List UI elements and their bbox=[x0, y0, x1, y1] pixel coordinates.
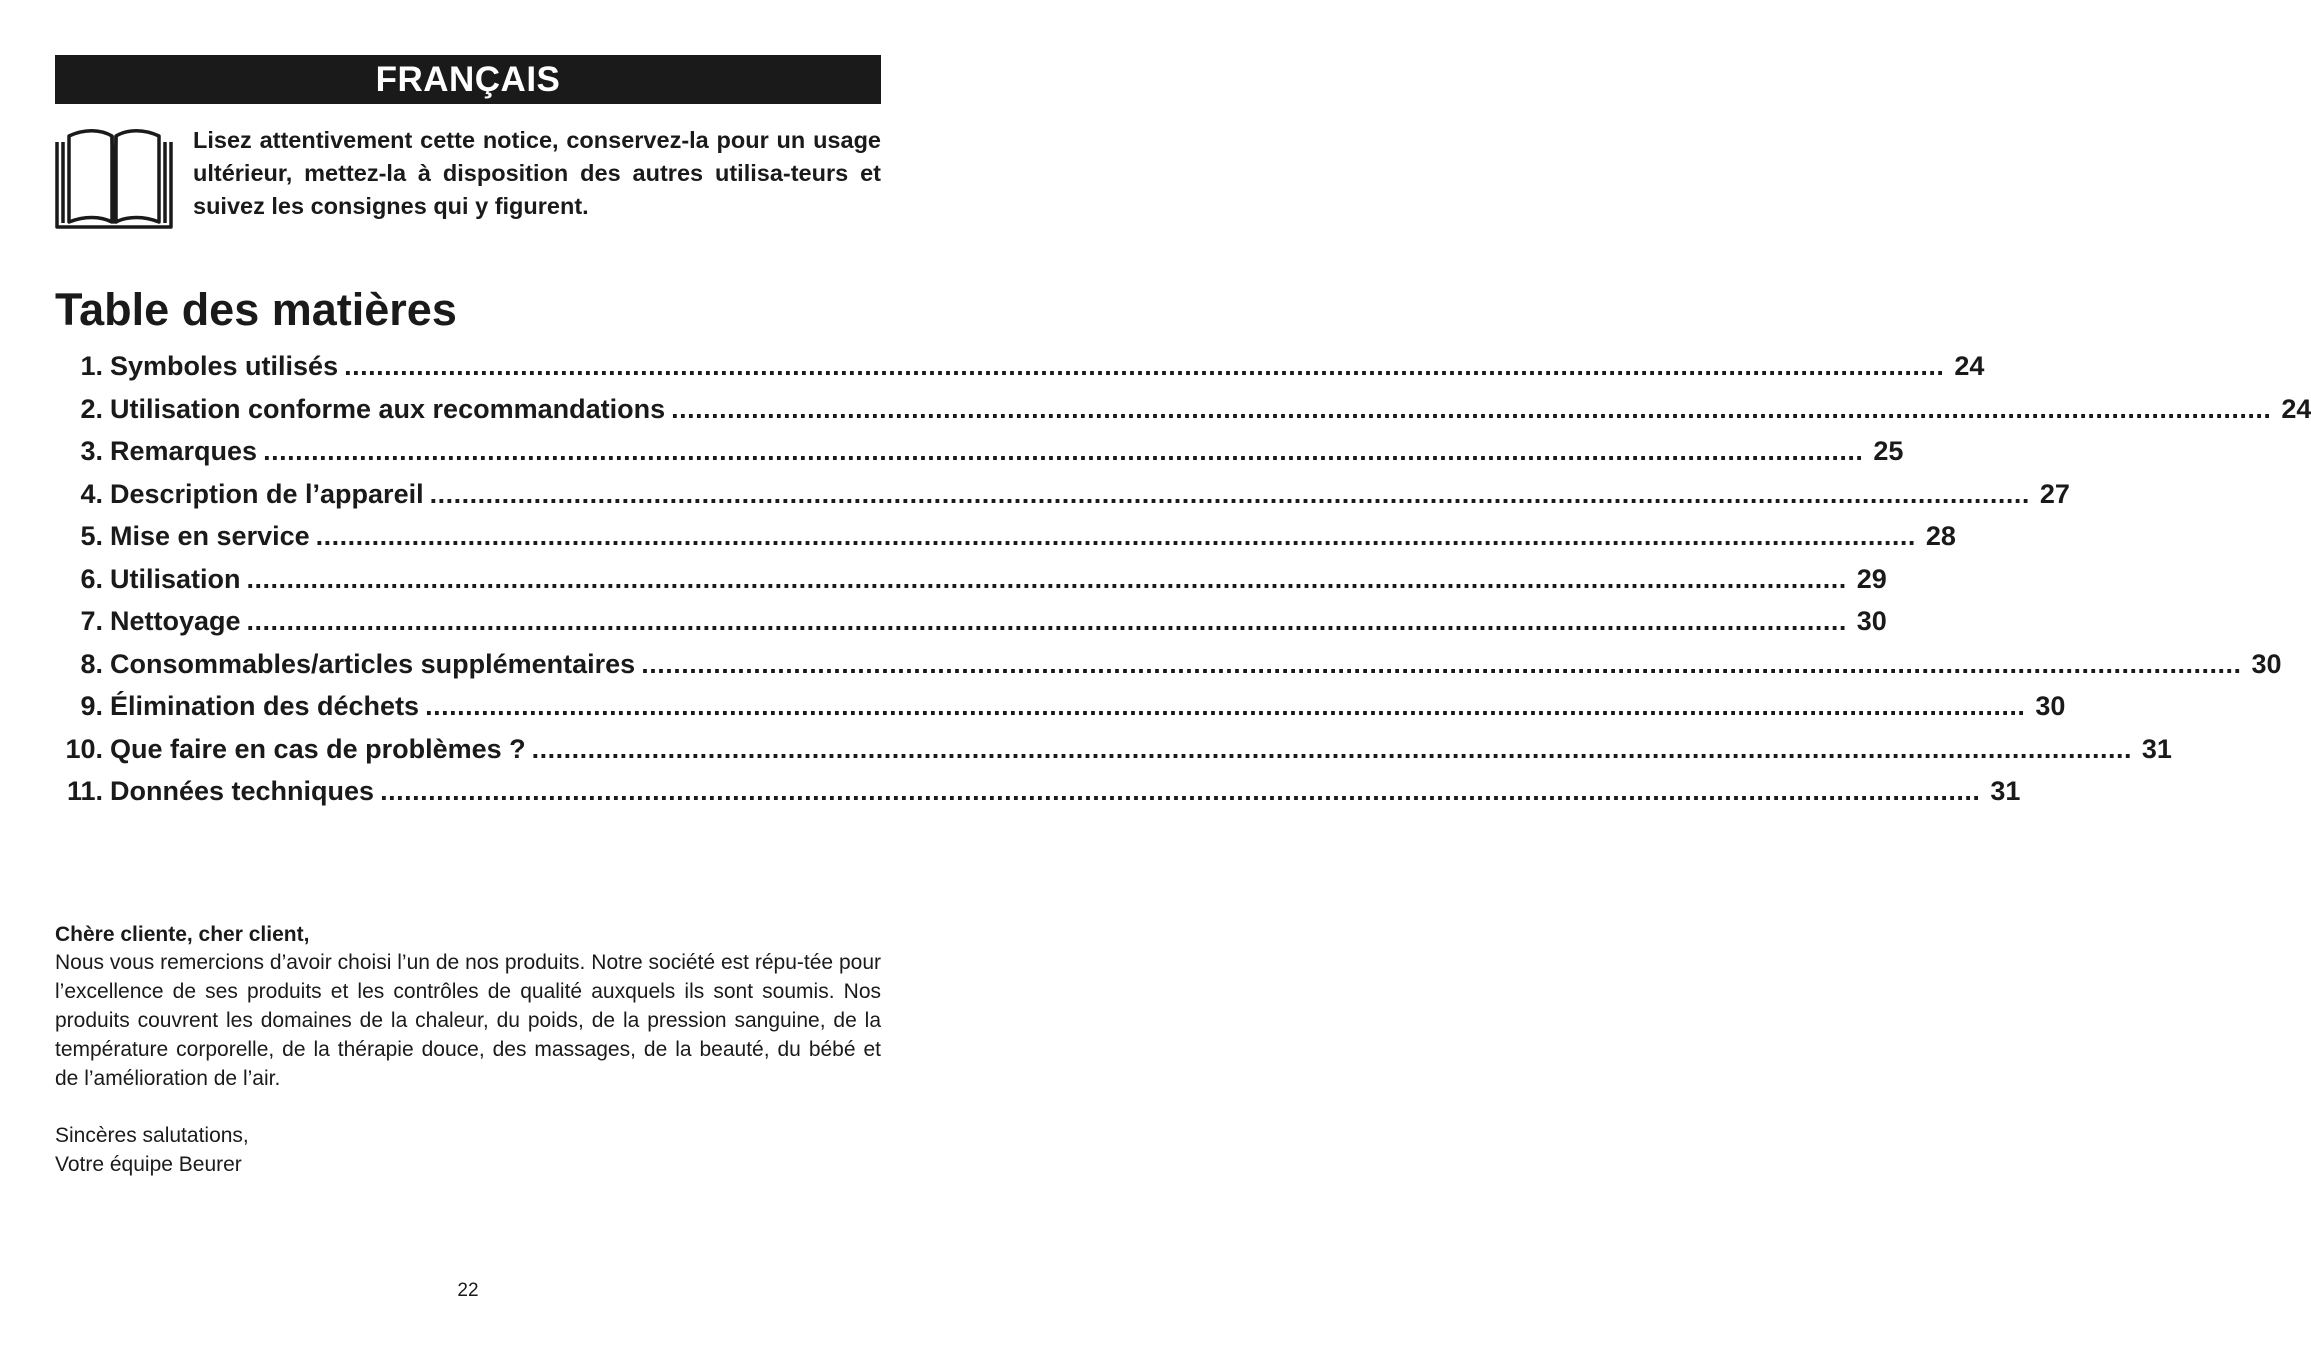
toc-entry-page: 24 bbox=[2281, 393, 2311, 424]
toc-leader-dots: ........................................................................................................................................................................................................ bbox=[246, 606, 1847, 636]
toc-entry-number: 9. bbox=[80, 691, 103, 721]
toc-entry-label: Symboles utilisés bbox=[110, 351, 339, 381]
toc-entry-page: 24 bbox=[1954, 351, 1985, 381]
language-header bbox=[55, 55, 881, 104]
toc-entry-label: Nettoyage bbox=[110, 606, 241, 636]
toc-entry[interactable] bbox=[55, 728, 2172, 771]
page-number: 22 bbox=[457, 1280, 479, 1301]
toc-leader-dots: ........................................................................................................................................................................................................ bbox=[641, 648, 2242, 679]
toc-entry[interactable] bbox=[55, 473, 2070, 516]
toc-entry-number: 10. bbox=[65, 733, 103, 764]
toc-entry-label: Remarques bbox=[110, 436, 258, 466]
toc-entry-page: 25 bbox=[1873, 436, 1904, 466]
toc-entry-page: 29 bbox=[1856, 563, 1887, 594]
toc-entry-page: 30 bbox=[2035, 691, 2066, 721]
toc-entry[interactable] bbox=[55, 558, 1887, 601]
open-book-icon bbox=[54, 126, 174, 230]
letter-body: Nous vous remercions d’avoir choisi l’un de nos produits. Notre société est répu-tée pour l’excellence de ses produits et les contrôles de qualité auxquels ils sont soumis. Nos produits couvrent les domaines de la chaleur, du poids, de la pression sanguine, de la température corporelle, de la thérapie douce, des massages, de la beauté, du bébé et de l’amélioration de l’air. bbox=[55, 951, 881, 1090]
toc-entry-label: Élimination des déchets bbox=[110, 691, 420, 721]
toc-entry[interactable] bbox=[55, 643, 2282, 686]
intro-notice: Lisez attentivement cette notice, conservez-la pour un usage ultérieur, mettez-la à disposition des autres utilisa-teurs et suivez les consignes qui y figurent. bbox=[193, 127, 881, 219]
toc-entry-label: Description de l’appareil bbox=[110, 478, 424, 509]
toc-entry-number: 2. bbox=[80, 393, 103, 424]
toc-entry-page: 28 bbox=[1925, 521, 1956, 551]
toc-entry[interactable] bbox=[55, 430, 1904, 473]
toc-entry-number: 7. bbox=[80, 606, 103, 636]
toc-leader-dots: ........................................................................................................................................................................................................ bbox=[425, 691, 2026, 721]
toc-entry-number: 5. bbox=[80, 521, 103, 551]
toc-entry-number: 8. bbox=[80, 648, 103, 679]
toc-entry-page: 30 bbox=[1856, 606, 1887, 636]
toc-entry-label: Données techniques bbox=[110, 776, 375, 806]
toc-leader-dots: ........................................................................................................................................................................................................ bbox=[531, 733, 2132, 764]
letter-greeting: Chère cliente, cher client, bbox=[55, 923, 310, 946]
toc-entry-label: Consommables/articles supplémentaires bbox=[110, 648, 636, 679]
toc-title: Table des matières bbox=[55, 284, 457, 335]
toc-leader-dots: ........................................................................................................................................................................................................ bbox=[315, 521, 1916, 551]
toc-entry-number: 3. bbox=[80, 436, 103, 466]
toc-entry-number: 11. bbox=[66, 776, 103, 806]
toc-entry-label: Que faire en cas de problèmes ? bbox=[110, 733, 526, 764]
toc-entry-label: Mise en service bbox=[110, 521, 310, 551]
toc-entry[interactable] bbox=[55, 600, 1887, 643]
toc-leader-dots: ........................................................................................................................................................................................................ bbox=[380, 776, 1981, 806]
toc-entry-page: 31 bbox=[2141, 733, 2172, 764]
toc-entry-label: Utilisation bbox=[110, 563, 241, 594]
toc-entry-label: Utilisation conforme aux recommandations bbox=[110, 393, 666, 424]
toc-entry[interactable] bbox=[55, 515, 1956, 558]
toc-leader-dots: ........................................................................................................................................................................................................ bbox=[263, 436, 1864, 466]
closing-line-2: Votre équipe Beurer bbox=[55, 1153, 242, 1176]
closing-line-1: Sincères salutations, bbox=[55, 1124, 249, 1147]
letter-closing bbox=[55, 1121, 249, 1179]
toc-entry-number: 4. bbox=[80, 478, 103, 509]
toc-entry-number: 6. bbox=[80, 563, 103, 594]
toc-leader-dots: ........................................................................................................................................................................................................ bbox=[246, 563, 1847, 594]
toc-entry[interactable] bbox=[55, 685, 2066, 728]
toc-leader-dots: ........................................................................................................................................................................................................ bbox=[671, 393, 2272, 424]
toc-entry-page: 27 bbox=[2039, 478, 2070, 509]
toc-entry[interactable] bbox=[55, 770, 2021, 813]
table-of-contents bbox=[55, 345, 2311, 813]
toc-leader-dots: ........................................................................................................................................................................................................ bbox=[429, 478, 2030, 509]
toc-entry-page: 31 bbox=[1990, 776, 2021, 806]
toc-leader-dots: ........................................................................................................................................................................................................ bbox=[344, 351, 1945, 381]
toc-entry[interactable] bbox=[55, 345, 1985, 388]
language-title: FRANÇAIS bbox=[375, 59, 561, 99]
toc-entry-number: 1. bbox=[80, 351, 103, 381]
toc-entry[interactable] bbox=[55, 388, 2311, 431]
toc-entry-page: 30 bbox=[2251, 648, 2282, 679]
